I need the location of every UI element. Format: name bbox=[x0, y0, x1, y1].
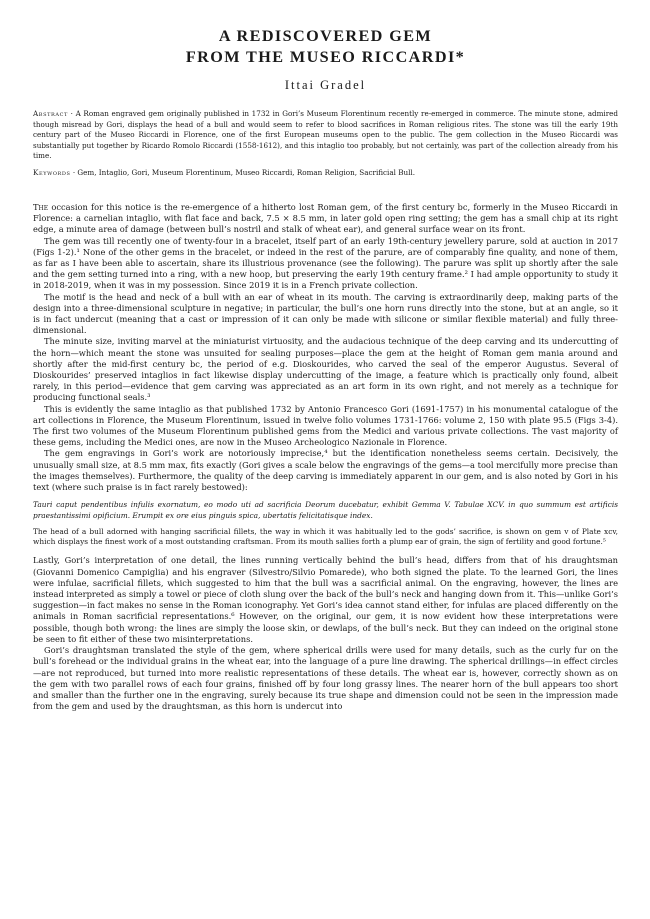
keywords-separator: · bbox=[70, 167, 78, 177]
paragraph-4: The minute size, inviting marvel at the miniaturist virtuosity, and the audacious technique of the deep carving and its undercutting of the horn—which meant the stone was unsuited for sealing purposes—place the gem at the height of Roman gem mania around and shortly after the mid-first century bc, the period of e.g. Dioskourides, who carved the seal of the emperor Augustus. Several of Dioskourides’ preserved intaglios in fact likewise display undercutting of the image, a feature which is practically only found, albeit rarely, in this period—evidence that gem carving was appreciated as an art form in its own right, and not merely as a technique for producing functional seals.³ bbox=[33, 336, 618, 403]
keywords bbox=[33, 168, 618, 179]
keywords-text: Gem, Intaglio, Gori, Museum Florentinum, Museo Riccardi, Roman Religion, Sacrificial Bull. bbox=[77, 167, 416, 177]
paragraph-2: The gem was till recently one of twenty-four in a bracelet, itself part of an early 19th-century jewellery parure, sold at auction in 2017 (Figs 1-2).¹ None of the other gems in the bracelet, or indeed in the rest of the parure, are of comparably fine quality, and none of them, as far as I have been able to ascertain, share its illustrious provenance (see the following). The parure was split up shortly after the sale and the gem setting turned into a ring, with a new hoop, but preserving the early 19th century frame.² I had ample opportunity to study it in 2018-2019, when it was in my possession. Since 2019 it is in a French private collection. bbox=[33, 235, 618, 291]
paragraph-7: Lastly, Gori’s interpretation of one detail, the lines running vertically behind the bull’s head, differs from that of his draughtsman (Giovanni Domenico Campiglia) and his engraver (Silvestro/Silvio Pomarede), who both signed the plate. To the learned Gori, the lines were infulae, sacrificial fillets, which suggested to him that the bull was a sacrificial animal. On the engraving, however, the lines are instead interpreted as simply a towel or piece of cloth slung over the back of the bull’s neck and hanging down from it. This—unlike Gori’s suggestion—in fact makes no sense in the Roman iconography. Yet Gori’s idea cannot stand either, for infulas are placed differently on the animals in Roman sacrificial representations.⁶ However, on the original, our gem, it is now evident how these interpretations were possible, though both wrong: the lines are simply the loose skin, or dewlaps, of the bull’s neck. But they can indeed on the original stone be seen to fit either of these two misinterpretations. bbox=[33, 555, 618, 644]
paragraph-8: Gori’s draughtsman translated the style of the gem, where spherical drills were used for many details, such as the curly fur on the bull’s forehead or the individual grains in the wheat ear, into the language of a pure line drawing. The spherical drillings—in effect circles—are not reproduced, but turned into more realistic representations of these details. The wheat ear is, however, correctly shown as on the gem with two parallel rows of each four grains, finished off by four long grassy lines. The nearer horn of the bull appears too short and smaller than the further one in the engraving, surely because its true shape and dimension could not be seen in the impression made from the gem and used by the draughtsman, as this horn is undercut into bbox=[33, 645, 618, 712]
title-line-1: A REDISCOVERED GEM bbox=[218, 27, 433, 45]
keywords-label: Keywords bbox=[33, 167, 71, 177]
paragraph-1-lead: The bbox=[33, 202, 49, 212]
latin-quotation: Tauri caput pendentibus infulis exornatum, eo modo uti ad sacrificia Deorum ducebatur, exhibit Gemma V. Tabulae XCV. in quo summum est artificis praestantissimi opificium. Erumpit ex ore eius pinguis spica, ubertatis felicitatisque index. bbox=[33, 500, 618, 520]
title-line-2: FROM THE MUSEO RICCARDI* bbox=[185, 48, 466, 66]
abstract-label: Abstract bbox=[33, 109, 68, 118]
article-body bbox=[33, 202, 618, 712]
paragraph-3: The motif is the head and neck of a bull with an ear of wheat in its mouth. The carving is extraordinarily deep, making parts of the design into a three-dimensional sculpture in negative; in particular, the bull’s one horn runs directly into the stone, but at an angle, so it is in fact undercut (meaning that a cast or impression of it can only be made with silicone or similar flexible material) and fully three-dimensional. bbox=[33, 291, 618, 336]
author-name: Ittai Gradel bbox=[284, 78, 367, 92]
article-title bbox=[33, 26, 618, 68]
paragraph-1-text: occasion for this notice is the re-emergence of a hitherto lost Roman gem, of the first century bc, formerly in the Museo Riccardi in Florence: a carnelian intaglio, with flat face and back, 7.5 × 8.5 mm, in later gold open ring setting; the gem has a small chip at its right edge, a minute area of damage (between bull’s nostril and stalk of wheat ear), and general surface wear on its front. bbox=[33, 202, 618, 235]
paragraph-1 bbox=[33, 202, 618, 236]
quotation-translation: The head of a bull adorned with hanging sacrificial fillets, the way in which it was habitually led to the gods’ sacrifice, is shown on gem v of Plate xcv, which displays the finest work of a most outstanding craftsman. From its mouth sallies forth a plump ear of grain, the sign of fertility and good fortune.⁵ bbox=[33, 526, 618, 547]
abstract bbox=[33, 109, 618, 162]
paragraph-6: The gem engravings in Gori’s work are notoriously imprecise,⁴ but the identification nonetheless seems certain. Decisively, the unusually small size, at 8.5 mm max, fits exactly (Gori gives a scale below the engravings of the gems—a tool mercifully more precise than the images themselves). Furthermore, the quality of the deep carving is immediately apparent in our gem, and is also noted by Gori in his text (where such praise is in fact rarely bestowed): bbox=[33, 448, 618, 493]
paragraph-5: This is evidently the same intaglio as that published 1732 by Antonio Francesco Gori (1691-1757) in his monumental catalogue of the art collections in Florence, the Museum Florentinum, issued in twelve folio volumes 1731-1766: volume 2, 150 with plate 95.5 (Figs 3-4). The first two volumes of the Museum Florentinum published gems from the Medici and various private collections. The vast majority of these gems, including the Medici ones, are now in the Museo Archeologico Nazionale in Florence. bbox=[33, 403, 618, 448]
abstract-separator: · bbox=[67, 109, 76, 118]
abstract-text: A Roman engraved gem originally published in 1732 in Gori’s Museum Florentinum recently re-emerged in commerce. The minute stone, admired though misread by Gori, displays the head of a bull and would seem to refer to blood sacrifices in Roman religious rites. The stone was till the early 19th century part of the Museo Riccardi in Florence, one of the first European museums open to the public. The gem collection in the Museo Riccardi was substantially put together by Ricardo Romolo Riccardi (1558-1612), and this intaglio too probably, but not certainly, was part of the collection already from his time. bbox=[33, 109, 618, 160]
